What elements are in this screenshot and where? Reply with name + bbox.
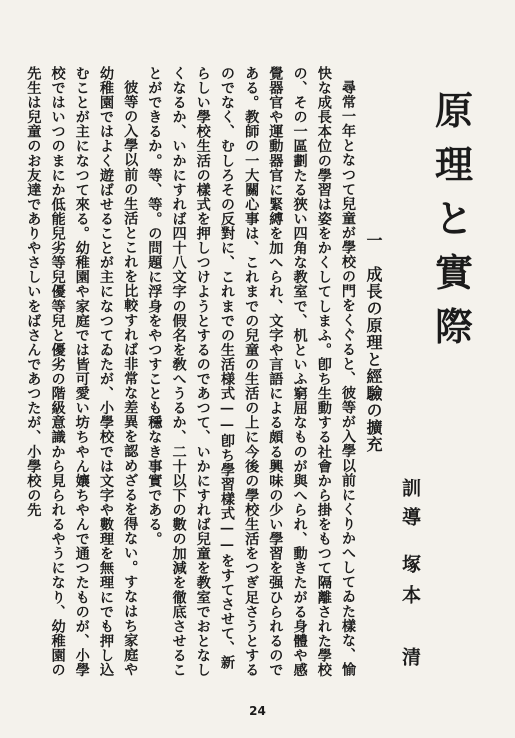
- paragraph: 尋常一年となつて兒童が學校の門をくぐると、彼等が入學以前にくりかへしてゐた樣な、愉快な成長本位の學習は姿をかくしてしまふ。卽ち生動する社會から掛をもつて隔離された學校の、その一區劃たる狹い四角な教室で、机といふ窮屈なものが與へられ、動きたがる身體や感覺器官や運動器官に緊縛を加へられ、文字や言語による頗る興味の少い學習を强ひられるのである。教師の一大關心事は、これまでの兒童の生活の上に今後の學校生活をつぎ足さうとするのでなく、むしろその反對に、これまでの生活様式——卽ち學習樣式——をすてさせて、新らしい學校生活の樣式を押しつけようとするのであつて、いかにすれば兒童を教室でおとなしくなるか、いかにすれば四十八文字の假名を敎へうるか、二十以下の數の加減を徹底させることができるか。等、等。の問題に浮身をやつすことも穩なき事實である。: [146, 66, 356, 678]
- title-char: と: [434, 196, 473, 241]
- section-heading: 一 成長の原理と經驗の擴充: [364, 232, 383, 453]
- title-char: 際: [434, 304, 473, 349]
- author-byline: [396, 478, 420, 678]
- title-char: 實: [434, 250, 473, 295]
- title-char: 理: [434, 142, 473, 187]
- author-role: 訓導: [399, 478, 421, 536]
- author-name: 塚本 清: [399, 554, 421, 678]
- body-text: [25, 66, 360, 678]
- paragraph: 彼等の入學以前の生活とこれを比較すれば非常な差異を認めざるを得ない。すなはち家庭や幼稚園ではよく遊ばせることが主になつてゐたが、小學校では文字や數理を無理にでも押し込むことが主になつて來る。幼稚園や家庭では皆可愛い坊ちやん孃ちやんで通つたものが、小學校ではいつのまにか低能兒劣等兒優等兒と優劣の階級意識から見られるやうになり、幼稚園の先生は兒童のお友達でありやさしいをばさんであつたが、小學校の先: [25, 66, 139, 678]
- title-char: 原: [434, 88, 473, 133]
- article-title: [432, 84, 476, 354]
- page-number: 24: [249, 704, 266, 718]
